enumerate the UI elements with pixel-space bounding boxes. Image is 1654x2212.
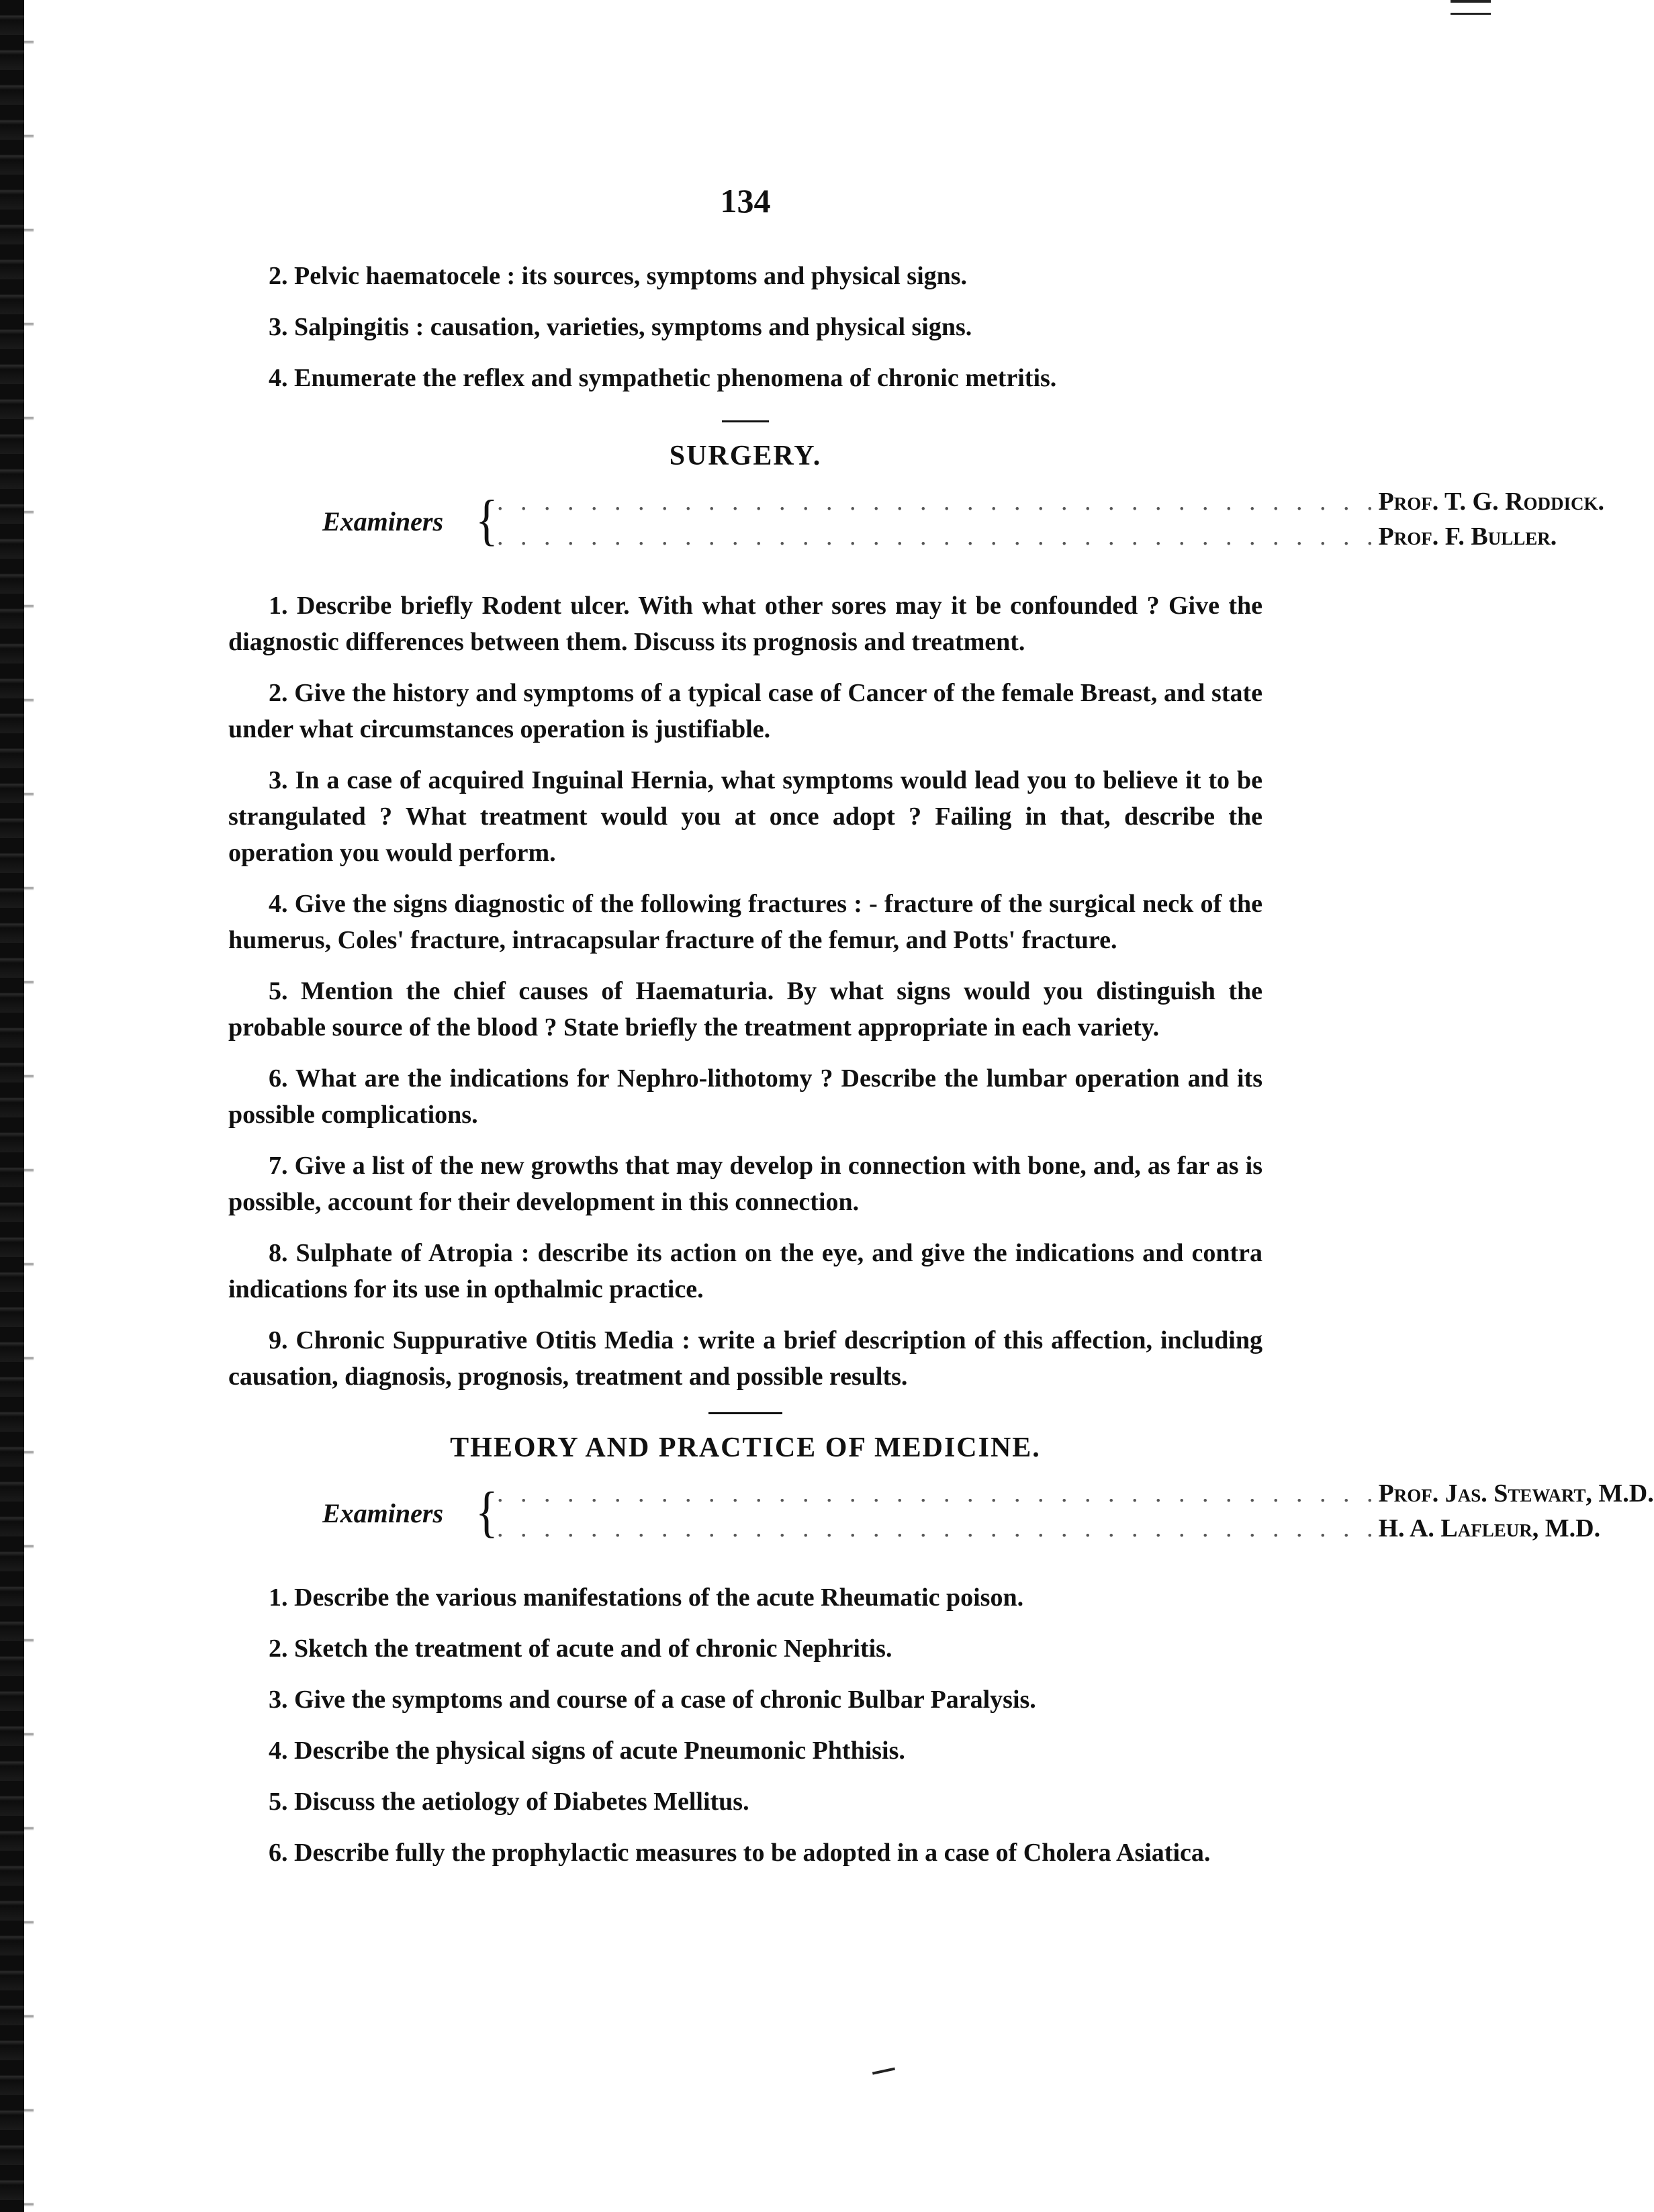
- medicine-question-3: 3. Give the symptoms and course of a case of chronic Bulbar Paralysis.: [269, 1686, 1036, 1714]
- surgery-examiners: [228, 487, 1605, 567]
- binding-shadow: [24, 0, 34, 2212]
- intro-question-list: [228, 258, 1262, 396]
- intro-question-4: 4. Enumerate the reflex and sympathetic phenomena of chronic metritis.: [269, 364, 1057, 392]
- brace-icon: {: [475, 490, 498, 552]
- examiner-name: H. A. Lafleur, M.D.: [1378, 1514, 1601, 1542]
- surgery-question-8: 8. Sulphate of Atropia : describe its action on the eye, and give the indications and contra indications for its use in opthalmic practice.: [228, 1239, 1262, 1303]
- surgery-question-4: 4. Give the signs diagnostic of the following fractures : - fracture of the surgical neck of the humerus, Coles' fracture, intracapsular fracture of the femur, and Potts' fracture.: [228, 890, 1262, 954]
- examiner-name: Prof. T. G. Roddick.: [1378, 488, 1605, 516]
- leader-dots: . . . . . . . . . . . . . . . . . . . . . . . . . . . . . . . . . . . . . .: [497, 1514, 1379, 1542]
- leader-dots: . . . . . . . . . . . . . . . . . . . . . . . . . . . . . . . . . . . . . .: [497, 522, 1379, 551]
- surgery-question-1: 1. Describe briefly Rodent ulcer. With what other sores may it be confounded ? Give the diagnostic differences between them. Discuss its prognosis and treatment.: [228, 592, 1262, 656]
- section-divider: [708, 1412, 782, 1414]
- surgery-section: [228, 440, 1605, 1395]
- examiners-label: Examiners: [322, 1498, 444, 1528]
- medicine-title: THEORY AND PRACTICE OF MEDICINE.: [450, 1432, 1041, 1463]
- document-page: [228, 181, 1654, 1886]
- surgery-question-9: 9. Chronic Suppurative Otitis Media : write a brief description of this affection, including causation, diagnosis, prognosis, treatment and possible results.: [228, 1326, 1262, 1391]
- surgery-question-5: 5. Mention the chief causes of Haematuria. By what signs would you distinguish the probable source of the blood ? State briefly the treatment appropriate in each variety.: [228, 977, 1262, 1042]
- corner-scan-mark: [1451, 0, 1491, 15]
- examiner-line: [497, 1479, 1654, 1512]
- leader-dots: . . . . . . . . . . . . . . . . . . . . . . . . . . . . . . . . . . . . . .: [497, 488, 1379, 516]
- surgery-question-6: 6. What are the indications for Nephro-lithotomy ? Describe the lumbar operation and its possible complications.: [228, 1064, 1262, 1129]
- medicine-section: [228, 1432, 1654, 1871]
- medicine-question-2: 2. Sketch the treatment of acute and of chronic Nephritis.: [269, 1634, 892, 1663]
- surgery-question-2: 2. Give the history and symptoms of a typical case of Cancer of the female Breast, and state under what circumstances operation is justifiable.: [228, 679, 1262, 743]
- medicine-question-6: 6. Describe fully the prophylactic measures to be adopted in a case of Cholera Asiatica.: [269, 1839, 1211, 1867]
- intro-question-3: 3. Salpingitis : causation, varieties, symptoms and physical signs.: [269, 313, 972, 341]
- binding-edge: [0, 0, 24, 2212]
- ink-mark: [872, 2068, 897, 2082]
- surgery-question-7: 7. Give a list of the new growths that may develop in connection with bone, and, as far as is possible, account for their development in this connection.: [228, 1152, 1262, 1216]
- examiner-name: Prof. Jas. Stewart, M.D.: [1378, 1479, 1654, 1508]
- examiner-line: [497, 487, 1605, 520]
- surgery-title: SURGERY.: [669, 441, 822, 471]
- examiner-line: [497, 1514, 1601, 1547]
- page-number: 134: [720, 182, 771, 220]
- examiners-label: Examiners: [322, 506, 444, 537]
- examiner-line: [497, 522, 1557, 555]
- medicine-question-5: 5. Discuss the aetiology of Diabetes Mellitus.: [269, 1788, 749, 1816]
- section-divider: [722, 420, 769, 422]
- examiner-name: Prof. F. Buller.: [1378, 522, 1557, 551]
- medicine-question-1: 1. Describe the various manifestations of the acute Rheumatic poison.: [269, 1583, 1024, 1612]
- brace-icon: {: [475, 1481, 498, 1544]
- medicine-examiners: [228, 1479, 1654, 1559]
- leader-dots: . . . . . . . . . . . . . . . . . . . . . . . . . . . . . . . . . . . . . .: [497, 1479, 1379, 1508]
- medicine-question-4: 4. Describe the physical signs of acute Pneumonic Phthisis.: [269, 1737, 905, 1765]
- surgery-question-3: 3. In a case of acquired Inguinal Hernia, what symptoms would lead you to believe it to be strangulated ? What treatment would you at once adopt ? Failing in that, describe the operation you would perform.: [228, 766, 1262, 867]
- intro-question-2: 2. Pelvic haematocele : its sources, symptoms and physical signs.: [269, 262, 968, 290]
